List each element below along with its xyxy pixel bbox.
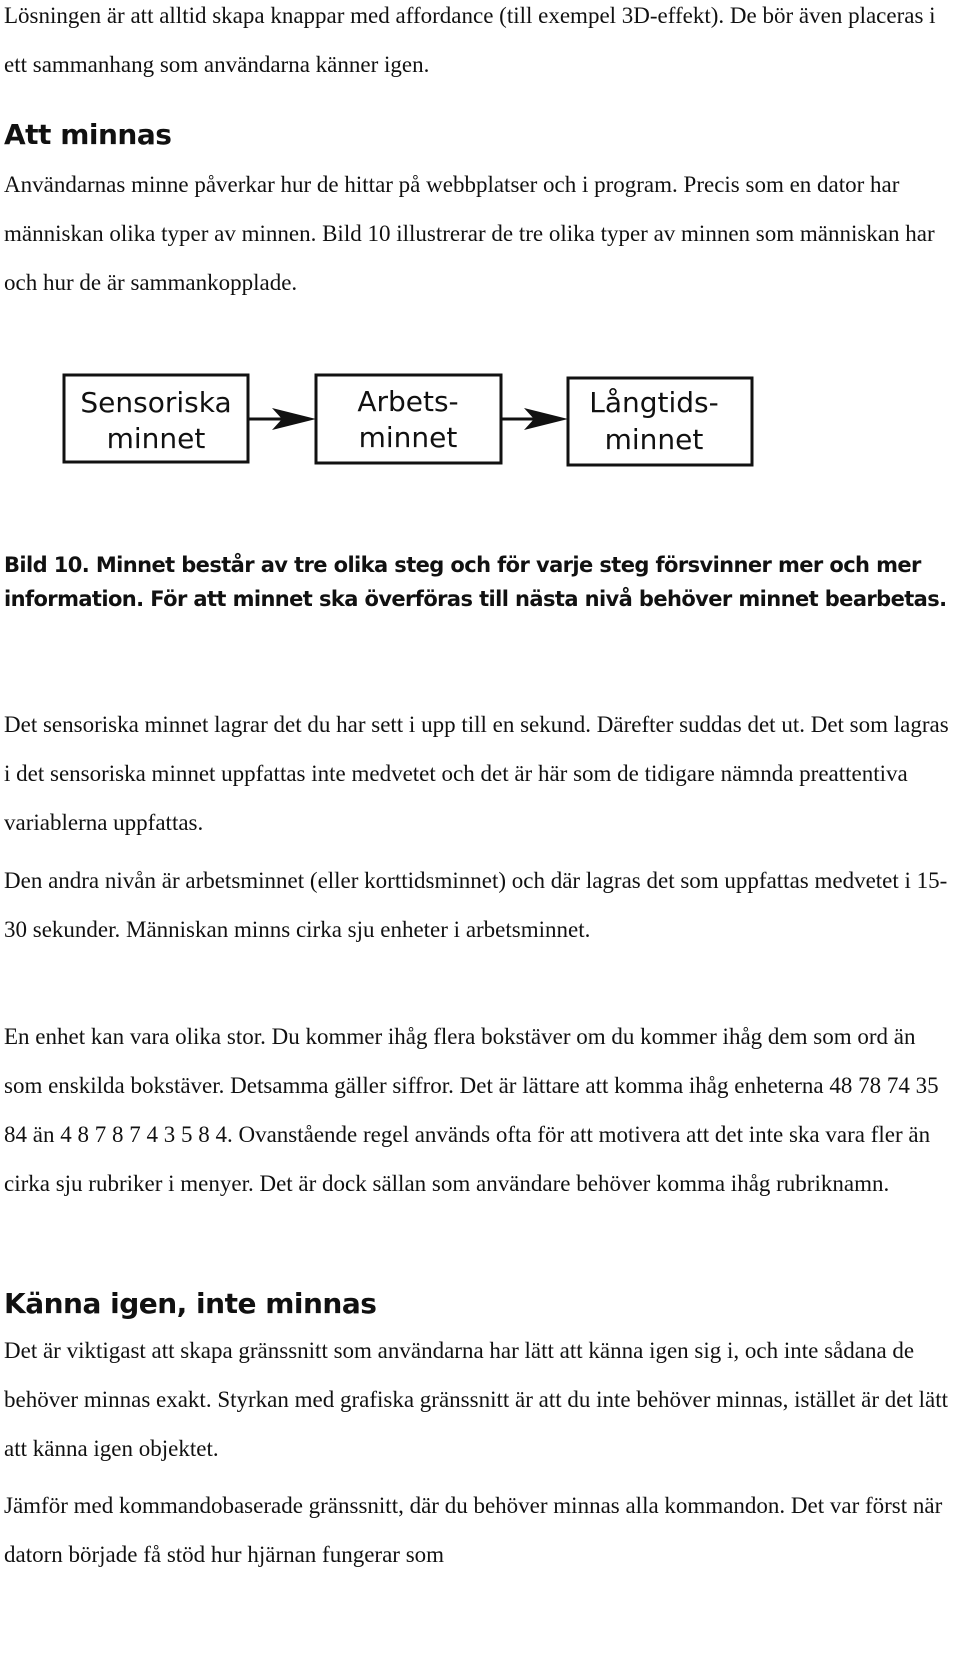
box-sensory-line1: Sensoriska (80, 386, 232, 419)
diagram-box-working (316, 375, 501, 463)
diagram-box-longterm (568, 378, 752, 465)
box-longterm-line2: minnet (604, 423, 704, 456)
figure-caption: Bild 10. Minnet består av tre olika steg och för varje steg försvinner mer och mer information. För att minnet ska överföras till nästa nivå behöver minnet bearbetas. (4, 553, 947, 611)
heading-att-minnas: Att minnas (4, 118, 172, 151)
arrow-sensory-to-working (248, 408, 316, 430)
paragraph-recognize: Det är viktigast att skapa gränssnitt som användarna har lätt att känna igen sig i, och inte sådana de behöver minnas exakt. Styrkan med grafiska gränssnitt är att du inte behöver minnas, istället är det lätt att känna igen objektet. (4, 1338, 949, 1461)
heading-kanna-igen: Känna igen, inte minnas (4, 1287, 377, 1320)
box-sensory-line2: minnet (106, 422, 206, 455)
box-working-line1: Arbets- (357, 385, 459, 418)
memory-paragraph: Användarnas minne påverkar hur de hittar på webbplatser och i program. Precis som en dator har människan olika typer av minnen. Bild 10 illustrerar de tre olika typer av minnen som människan har och hur de är sammankopplade. (4, 172, 935, 295)
intro-paragraph: Lösningen är att alltid skapa knappar med affordance (till exempel 3D-effekt). De bör även placeras i ett sammanhang som användarna känner igen. (4, 3, 936, 77)
memory-diagram (0, 360, 960, 500)
box-longterm-line1: Långtids- (589, 386, 719, 419)
paragraph-units: En enhet kan vara olika stor. Du kommer ihåg flera bokstäver om du kommer ihåg dem som ord än som enskilda bokstäver. Detsamma gäller siffror. Det är lättare att komma ihåg enheterna 48 78 74 35 84 än 4 8 7 8 7 4 3 5 8 4. Ovanstående regel används ofta för att motivera att det inte ska vara fler än cirka sju rubriker i menyer. Det är dock sällan som användare behöver komma ihåg rubriknamn. (4, 1024, 939, 1196)
paragraph-working: Den andra nivån är arbetsminnet (eller korttidsminnet) och där lagras det som uppfattas medvetet i 15-30 sekunder. Människan minns cirka sju enheter i arbetsminnet. (4, 868, 948, 942)
paragraph-sensory: Det sensoriska minnet lagrar det du har sett i upp till en sekund. Därefter suddas det ut. Det som lagras i det sensoriska minnet uppfattas inte medvetet och det är här som de tidigare nämnda preattentiva variablerna uppfattas. (4, 712, 949, 835)
diagram-box-sensory (64, 375, 248, 462)
arrow-working-to-longterm (501, 408, 568, 430)
paragraph-commands: Jämför med kommandobaserade gränssnitt, där du behöver minnas alla kommandon. Det var först när datorn började få stöd hur hjärnan fungerar som (4, 1493, 943, 1567)
box-working-line2: minnet (358, 421, 458, 454)
